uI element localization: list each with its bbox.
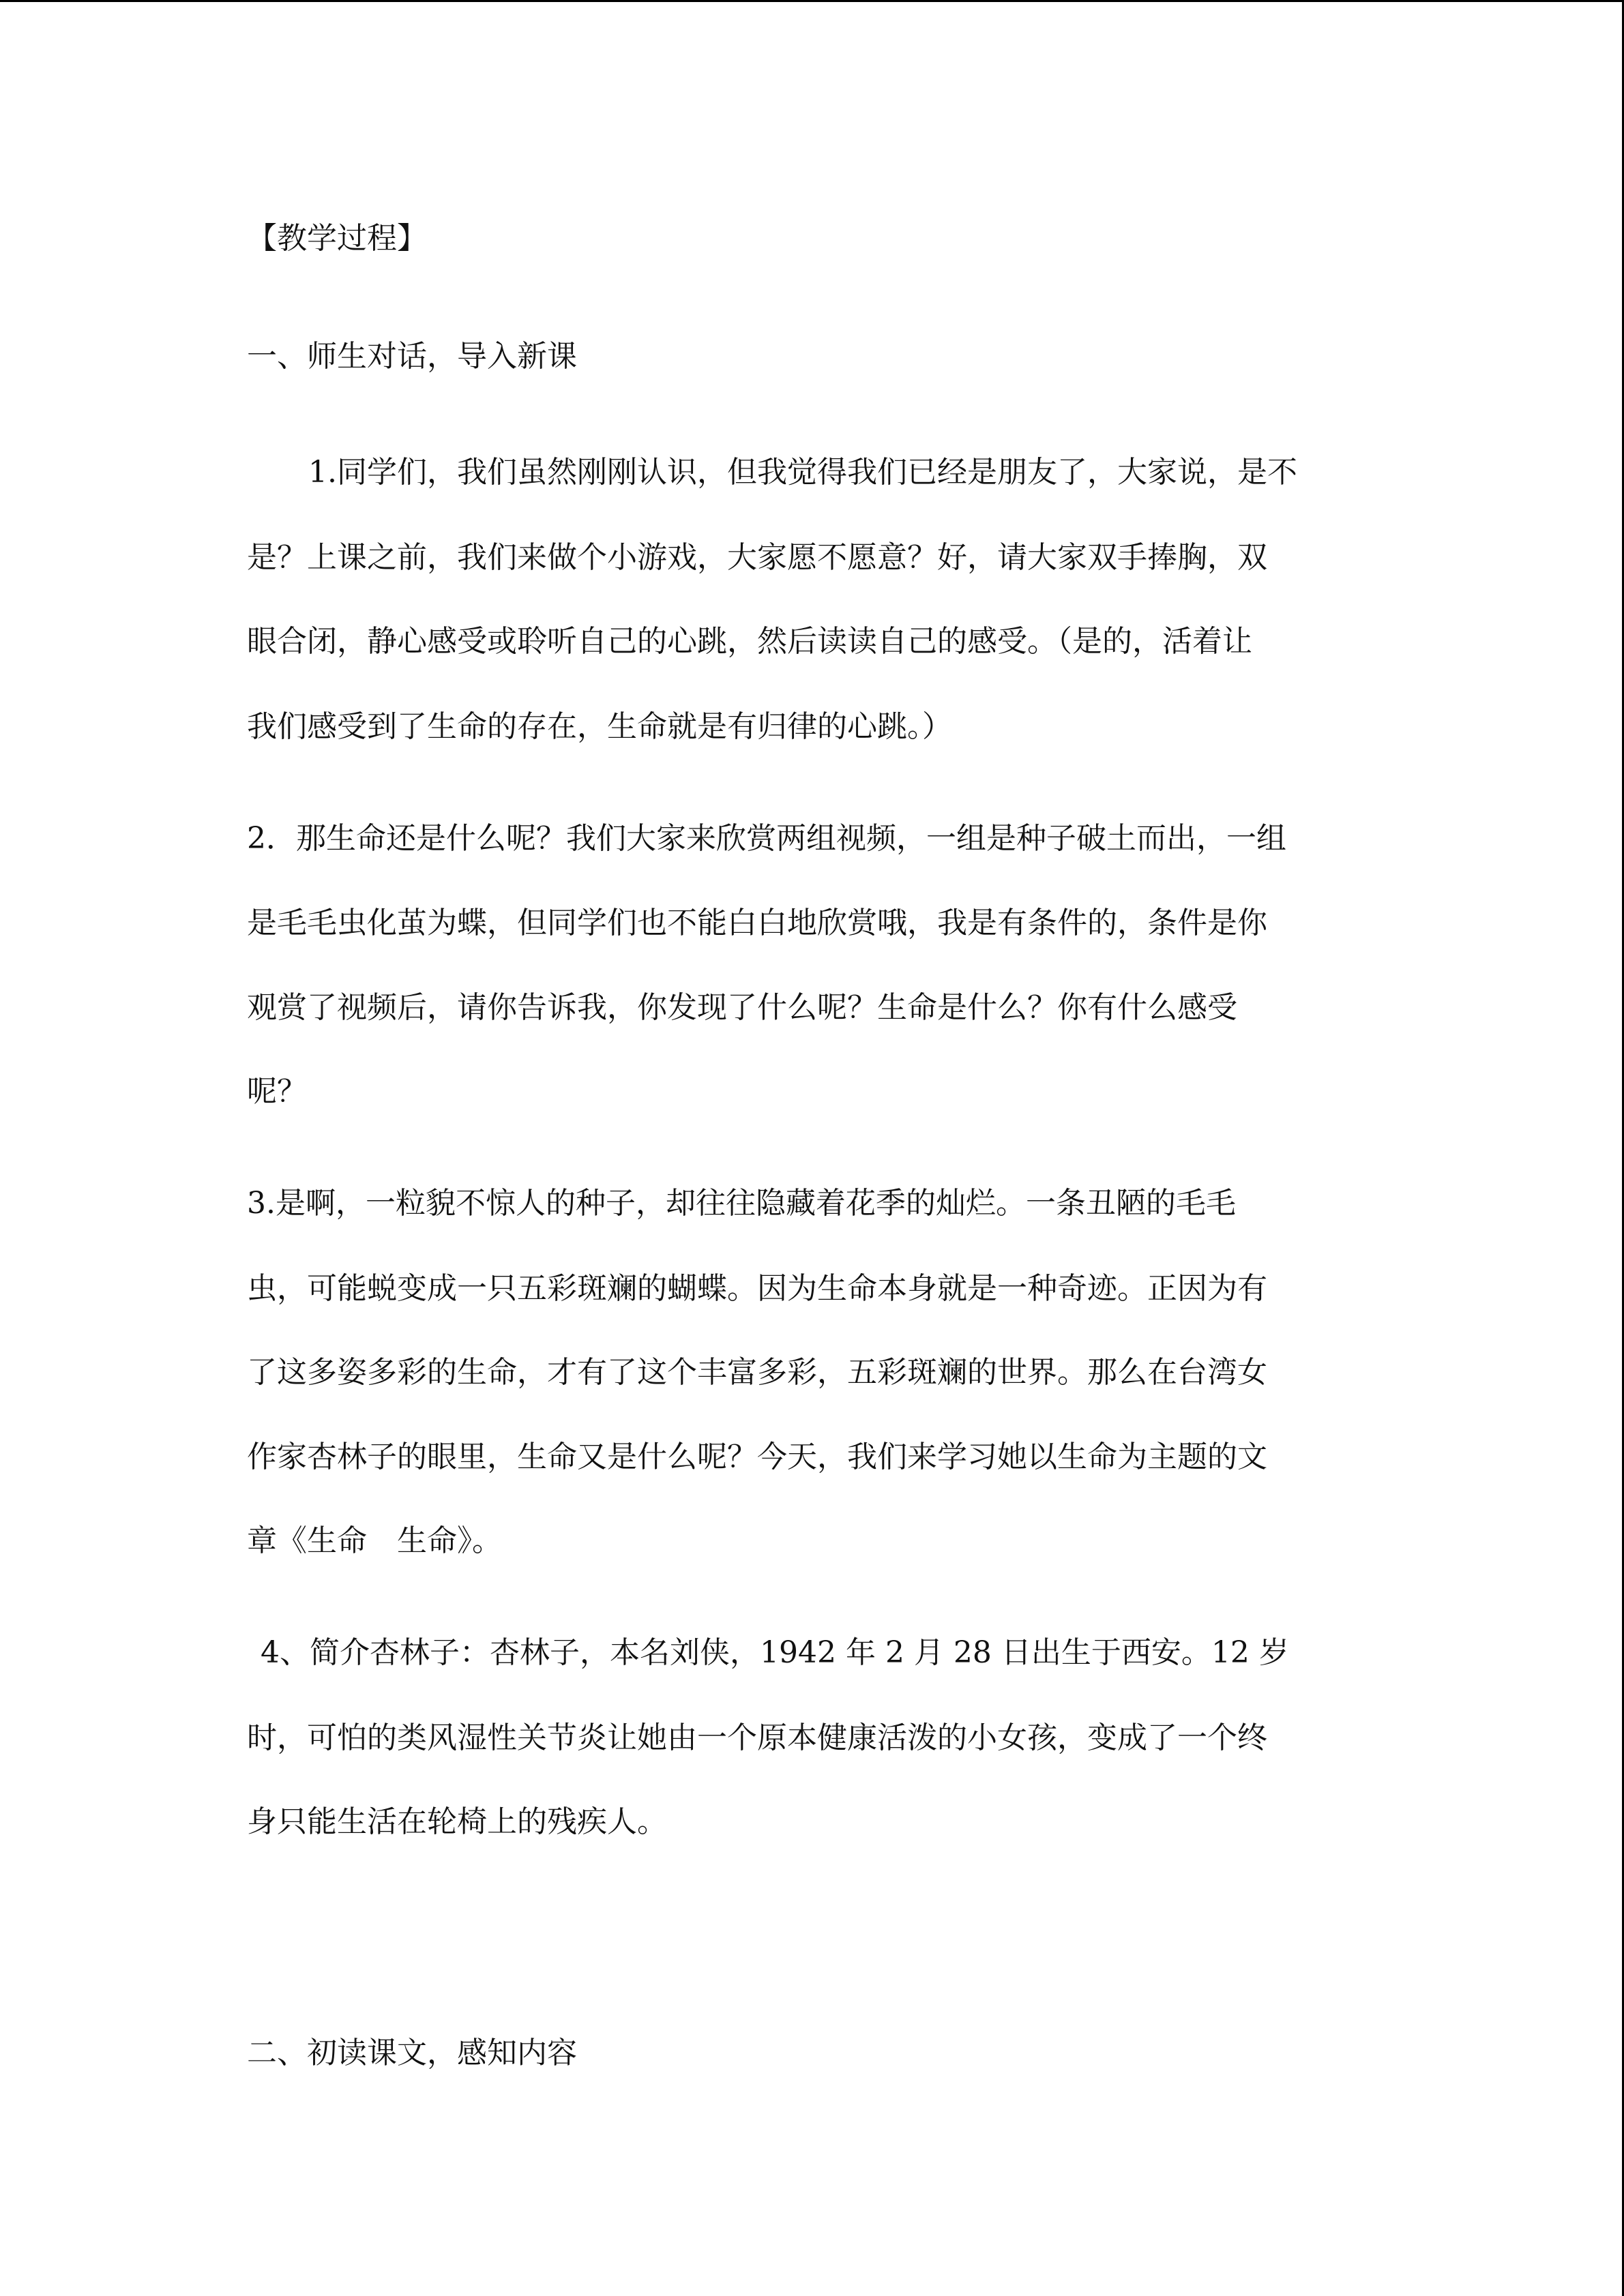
para2-line-4: 呢？ [247,1074,307,1109]
para3-line-4: 作家杏林子的眼里，生命又是什么呢？今天，我们来学习她以生命为主题的文 [247,1440,1267,1474]
para4-line-1: 4、简介杏林子：杏林子，本名刘侠，1942 年 2 月 28 日出生于西安。12 岁 [261,1635,1289,1670]
para2-line-1: 2．那生命还是什么呢？我们大家来欣赏两组视频，一组是种子破土而出，一组 [247,821,1286,856]
para4-line-3: 身只能生活在轮椅上的残疾人。 [247,1804,667,1839]
part1-heading: 一、师生对话，导入新课 [247,339,577,374]
para1-line-4: 我们感受到了生命的存在，生命就是有归律的心跳。） [247,709,952,744]
para3-line-3: 了这多姿多彩的生命，才有了这个丰富多彩，五彩斑斓的世界。那么在台湾女 [247,1355,1267,1390]
para2-line-3: 观赏了视频后，请你告诉我，你发现了什么呢？生命是什么？你有什么感受 [247,990,1237,1025]
para1-line-3: 眼合闭，静心感受或聆听自己的心跳，然后读读自己的感受。（是的，活着让 [247,624,1252,659]
para4-line-2: 时，可怕的类风湿性关节炎让她由一个原本健康活泼的小女孩，变成了一个终 [247,1720,1267,1755]
para3-line-1: 3.是啊，一粒貌不惊人的种子，却往往隐藏着花季的灿烂。一条丑陋的毛毛 [247,1186,1236,1221]
para2-line-2: 是毛毛虫化茧为蝶，但同学们也不能白白地欣赏哦，我是有条件的，条件是你 [247,906,1267,940]
para1-line-1: 1.同学们，我们虽然刚刚认识，但我觉得我们已经是朋友了，大家说，是不 [308,455,1297,490]
para3-line-5: 章《生命 生命》。 [247,1523,502,1558]
para3-line-2: 虫，可能蜕变成一只五彩斑斓的蝴蝶。因为生命本身就是一种奇迹。正因为有 [247,1271,1267,1306]
part2-heading: 二、初读课文，感知内容 [247,2036,577,2070]
section-heading: 【教学过程】 [247,221,427,256]
para1-line-2: 是？上课之前，我们来做个小游戏，大家愿不愿意？好，请大家双手捧胸，双 [247,540,1267,575]
